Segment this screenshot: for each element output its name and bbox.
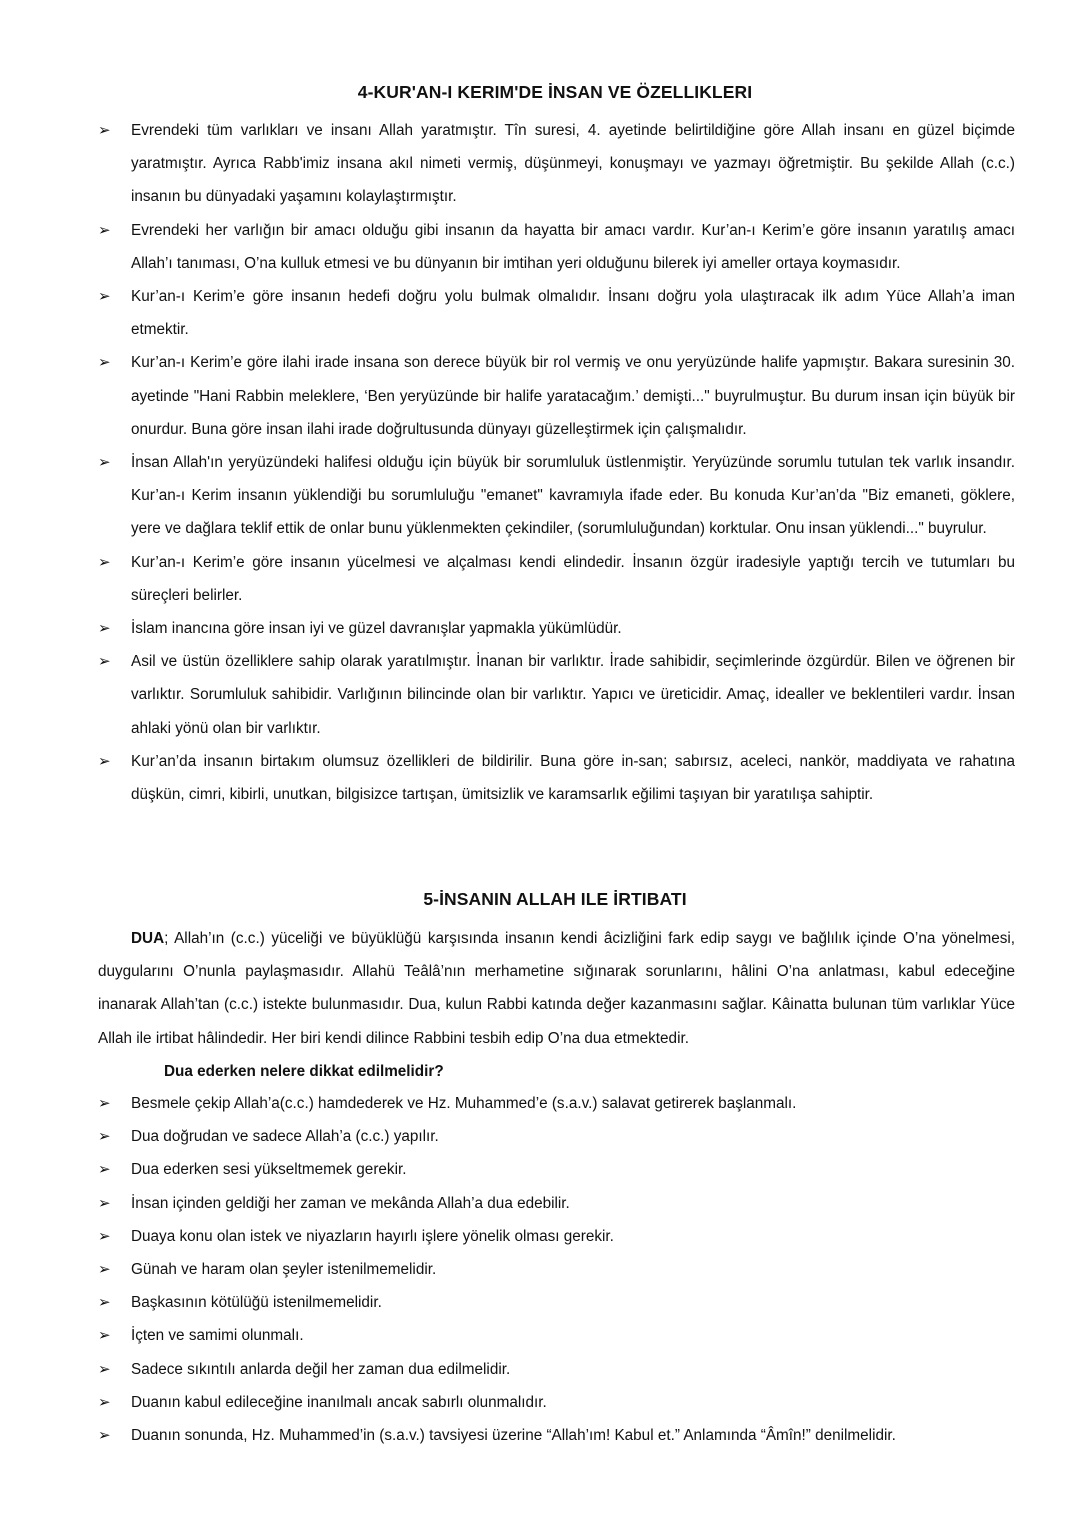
list-item-text: Besmele çekip Allah’a(c.c.) hamdederek ve Hz. Muhammed’e (s.a.v.) salavat getirerek başlanmalı. (131, 1095, 797, 1112)
list-item-text: Kur’an’da insanın birtakım olumsuz özellikleri de bildirilir. Buna göre in-san; sabırsız, aceleci, nankör, maddiyata ve rahatına düşkün, cimri, kibirli, unutkan, bilgisizce tartışan, ümitsizlik ve karamsarlık eğilimi taşıyan bir yaratılışa sahiptir. (131, 752, 1015, 804)
arrow-bullet-icon: ➢ (98, 122, 111, 139)
arrow-bullet-icon: ➢ (98, 1161, 111, 1179)
list-item (98, 214, 1015, 280)
list-item (98, 546, 1015, 612)
arrow-bullet-icon: ➢ (98, 1095, 111, 1112)
list-item (98, 1220, 1015, 1253)
dua-term: DUA (131, 930, 165, 947)
arrow-bullet-icon: ➢ (98, 1227, 111, 1245)
list-item (98, 1319, 1015, 1352)
arrow-bullet-icon: ➢ (98, 354, 111, 372)
list-item-text: Kur’an-ı Kerim’e göre insanın yücelmesi ve alçalması kendi elindedir. İnsanın özgür iradesiyle yaptığı tercih ve tutumları bu süreçleri belirler. (131, 553, 1015, 604)
list-item-text: İnsan Allah'ın yeryüzündeki halifesi olduğu için büyük bir sorumluluk üstlenmiştir. Yeryüzünde sorumlu tutulan tek varlık insandır. Kur’an-ı Kerim insanın yüklendiği bu sorumluluğu "emanet" kavramıyla ifade eder. Bu konuda Kur’an’da "Biz emaneti, göklere, yere ve dağlara teklif ettik de onlar bunu yüklenmekten çekindiler, (sorumluluğundan) korktular. Onu insan yüklendi..." buyrulur. (131, 454, 1015, 538)
arrow-bullet-icon: ➢ (98, 752, 111, 770)
arrow-bullet-icon: ➢ (98, 653, 111, 671)
list-item-text: Asil ve üstün özelliklere sahip olarak yaratılmıştır. İnanan bir varlıktır. İrade sahibidir, seçimlerinde özgürdür. Bilen ve öğrenen bir varlıktır. Sorumluluk sahibidir. Varlığının bilincinde olan bir varlıktır. Yapıcı ve üreticidir. Amaç, idealler ve beklentileri vardır. İnsan ahlaki yönü olan bir varlıktır. (131, 653, 1015, 737)
list-item-text: Duaya konu olan istek ve niyazların hayırlı işlere yönelik olması gerekir. (131, 1227, 614, 1245)
list-item-text: Dua ederken sesi yükseltmemek gerekir. (131, 1161, 407, 1179)
list-item (98, 1187, 1015, 1220)
dua-paragraph-text: ; Allah’ın (c.c.) yüceliği ve büyüklüğü karşısında insanın kendi âcizliğini fark edip saygı ve bağlılık içinde O’na yönelmesi, duygularını O’nunla paylaşmasıdır. Allahü Teâlâ’nın merhametine sığınarak sorunlarını, hâlini O’na anlatması, kabul edeceğine inanarak Allah’tan (c.c.) istekte bulunmasıdır. Dua, kulun Rabbi katında değer kazanmasını sağlar. Kâinatta bulunan tüm varlıklar Yüce Allah ile irtibat hâlindedir. Her biri kendi dilince Rabbini tesbih edip O’na dua etmektedir. (98, 930, 1015, 1047)
list-item (98, 745, 1015, 811)
arrow-bullet-icon: ➢ (98, 221, 111, 239)
list-item-text: Kur’an-ı Kerim’e göre ilahi irade insana son derece büyük bir rol vermiş ve onu yeryüzünde halife yapmıştır. Bakara suresinin 30. ayetinde "Hani Rabbin meleklere, ‘Ben yeryüzünde bir halife yaratacağım.’ demişti..." buyrulmuştur. Bu durum insan için büyük bir onurdur. Buna göre insan ilahi irade doğrultusunda dünyayı güzelleştirmek için çalışmalıdır. (131, 354, 1015, 438)
arrow-bullet-icon: ➢ (98, 1261, 111, 1279)
arrow-bullet-icon: ➢ (98, 1427, 111, 1445)
list-item-text: Duanın kabul edileceğine inanılmalı ancak sabırlı olunmalıdır. (131, 1393, 547, 1411)
list-item (98, 1353, 1015, 1386)
list-item-text: Başkasının kötülüğü istenilmemelidir. (131, 1294, 382, 1312)
arrow-bullet-icon: ➢ (98, 620, 111, 638)
dua-definition-block (98, 922, 1015, 1088)
insan-features-list (98, 114, 1015, 811)
list-item (98, 1253, 1015, 1286)
list-item-text: Evrendeki her varlığın bir amacı olduğu gibi insanın da hayatta bir amacı vardır. Kur’an-ı Kerim’e göre insanın yaratılış amacı Allah’ı tanıması, O’na kulluk etmesi ve bu dünyanın bir imtihan yeri olduğunu bilerek iyi ameller ortaya koymasıdır. (131, 221, 1015, 272)
arrow-bullet-icon: ➢ (98, 1360, 111, 1378)
dua-rules-list (98, 1087, 1015, 1452)
list-item (98, 114, 1015, 214)
list-item-text: Dua doğrudan ve sadece Allah’a (c.c.) yapılır. (131, 1128, 439, 1146)
list-item (98, 645, 1015, 745)
section-title-insan: 4-KUR'AN-I KERIM'DE İNSAN VE ÖZELLIKLERI (357, 82, 753, 102)
list-item (98, 612, 1015, 645)
list-item (98, 346, 1015, 446)
list-item-text: Kur’an-ı Kerim’e göre insanın hedefi doğru yolu bulmak olmalıdır. İnsanı doğru yola ulaştıracak ilk adım Yüce Allah’a iman etmektir. (131, 288, 1015, 339)
arrow-bullet-icon: ➢ (98, 454, 111, 472)
list-item-text: İnsan içinden geldiği her zaman ve mekânda Allah’a dua edebilir. (131, 1194, 570, 1212)
arrow-bullet-icon: ➢ (98, 288, 111, 306)
list-item (98, 1286, 1015, 1319)
list-item-text: Duanın sonunda, Hz. Muhammed’in (s.a.v.) tavsiyesi üzerine “Allah’ım! Kabul et.” Anlamında “Âmîn!” denilmelidir. (131, 1427, 896, 1445)
arrow-bullet-icon: ➢ (98, 553, 111, 571)
arrow-bullet-icon: ➢ (98, 1327, 111, 1345)
list-item-text: İçten ve samimi olunmalı. (131, 1327, 304, 1345)
arrow-bullet-icon: ➢ (98, 1128, 111, 1146)
arrow-bullet-icon: ➢ (98, 1393, 111, 1411)
list-item (98, 280, 1015, 346)
list-item (98, 1419, 1015, 1452)
list-item (98, 1120, 1015, 1153)
arrow-bullet-icon: ➢ (98, 1194, 111, 1212)
section-title-irtibat: 5-İNSANIN ALLAH ILE İRTIBATI (423, 889, 687, 909)
arrow-bullet-icon: ➢ (98, 1294, 111, 1312)
list-item-text: Sadece sıkıntılı anlarda değil her zaman dua edilmelidir. (131, 1360, 511, 1378)
list-item (98, 446, 1015, 546)
list-item-text: Evrendeki tüm varlıkları ve insanı Allah yaratmıştır. Tîn suresi, 4. ayetinde belirtildiğine göre Allah insanı en güzel biçimde yaratmıştır. Ayrıca Rabb'imiz insana akıl nimeti vermiş, düşünmeyi, konuşmayı ve yazmayı öğretmiştir. Bu şekilde Allah (c.c.) insanın bu dünyadaki yaşamını kolaylaştırmıştır. (131, 122, 1015, 206)
list-item (98, 1087, 1015, 1120)
dua-paragraph (98, 922, 1015, 1055)
list-item (98, 1386, 1015, 1419)
dua-subtitle: Dua ederken nelere dikkat edilmelidir? (164, 1062, 444, 1080)
list-item (98, 1153, 1015, 1186)
list-item-text: İslam inancına göre insan iyi ve güzel davranışlar yapmakla yükümlüdür. (131, 620, 622, 638)
list-item-text: Günah ve haram olan şeyler istenilmemelidir. (131, 1261, 437, 1279)
